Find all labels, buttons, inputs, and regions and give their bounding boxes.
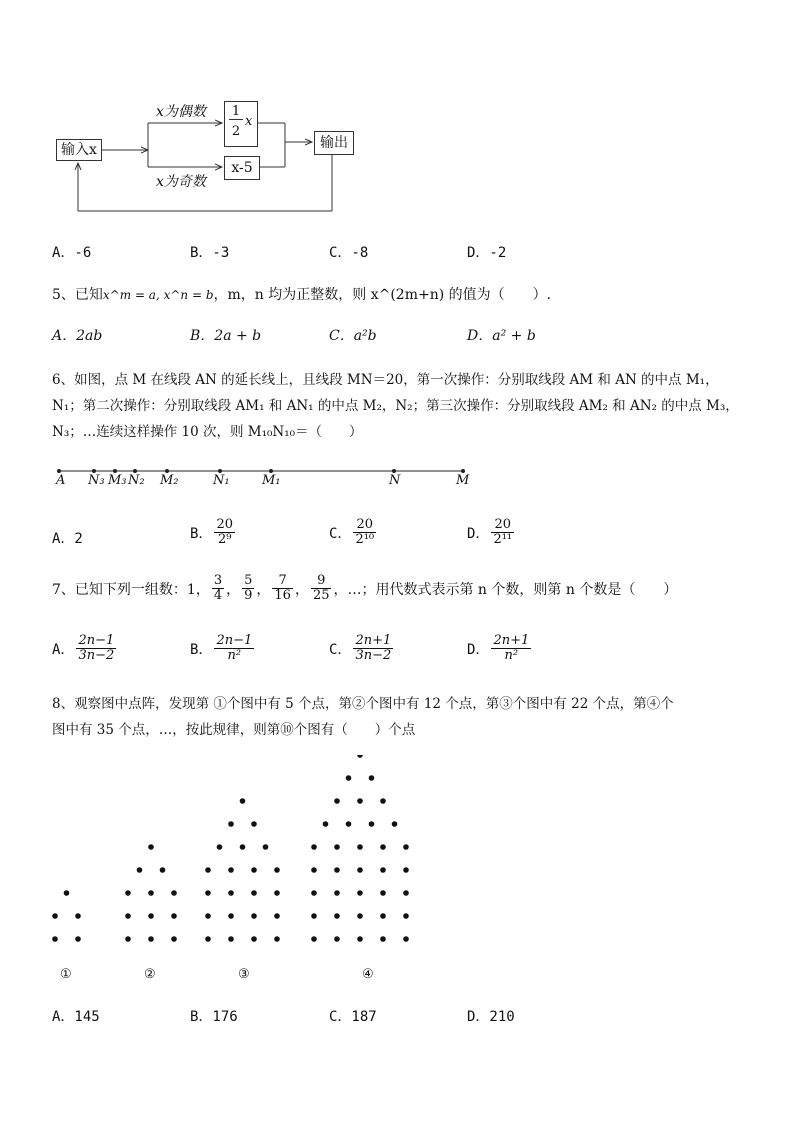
dot-fig1 bbox=[75, 913, 81, 919]
dot-fig4 bbox=[403, 936, 409, 942]
dot-fig3 bbox=[251, 867, 257, 873]
half-denominator: 2 bbox=[231, 124, 241, 139]
q5-condition: x^m = a, x^n = b bbox=[102, 288, 214, 302]
dot-fig2 bbox=[125, 936, 131, 942]
dot-fig3 bbox=[251, 821, 257, 827]
point-label-m3: M₃ bbox=[108, 473, 127, 488]
dot-fig4 bbox=[334, 798, 340, 804]
dot-fig4 bbox=[311, 844, 317, 850]
even-label: x为偶数 bbox=[156, 104, 206, 120]
dot-fig3 bbox=[240, 844, 246, 850]
dot-fig4 bbox=[380, 890, 386, 896]
dot-fig4 bbox=[357, 890, 363, 896]
q8-option-c[interactable]: C．187 bbox=[329, 1009, 377, 1025]
dot-array-label-1: ① bbox=[60, 967, 72, 982]
dot-fig4 bbox=[380, 798, 386, 804]
half-numerator: 1 bbox=[229, 104, 243, 120]
q7-option-a[interactable]: A． $\frac{2n-1}{3n-2}$ bbox=[52, 633, 115, 664]
dot-fig4 bbox=[357, 867, 363, 873]
dot-fig2 bbox=[148, 890, 154, 896]
dot-fig4 bbox=[357, 798, 363, 804]
q8-option-b[interactable]: B．176 bbox=[190, 1009, 238, 1025]
point-label-n: N bbox=[389, 473, 401, 488]
dot-fig1 bbox=[52, 936, 58, 942]
dot-fig3 bbox=[228, 821, 234, 827]
dot-fig3 bbox=[228, 890, 234, 896]
dot-fig4 bbox=[334, 867, 340, 873]
q7-seq-fraction-3: $\frac{7}{16}$ bbox=[274, 573, 291, 604]
q5-option-a[interactable]: A．2ab bbox=[52, 328, 103, 344]
dot-fig1 bbox=[64, 890, 70, 896]
q8-option-a[interactable]: A．145 bbox=[52, 1009, 100, 1025]
dot-fig4 bbox=[334, 936, 340, 942]
dot-fig3 bbox=[228, 867, 234, 873]
q7-seq-fraction-1: $\frac{3}{4}$ bbox=[213, 573, 223, 604]
dot-fig4 bbox=[311, 936, 317, 942]
q5-option-b[interactable]: B．2a + b bbox=[190, 328, 262, 344]
q6-option-d[interactable]: D． $\frac{20}{\text{2¹¹}}$ bbox=[467, 517, 513, 548]
half-box bbox=[224, 101, 258, 147]
q5-stem: 5、已知x^m = a, x^n = b，m，n 均为正整数，则 x^(2m+n) 的值为（ ）. bbox=[52, 287, 552, 303]
dot-fig2 bbox=[148, 913, 154, 919]
dot-fig2 bbox=[171, 890, 177, 896]
dot-fig4 bbox=[369, 775, 375, 781]
dot-fig4 bbox=[346, 775, 352, 781]
dot-fig2 bbox=[125, 890, 131, 896]
dot-fig4 bbox=[403, 913, 409, 919]
dot-fig3 bbox=[228, 936, 234, 942]
q7-seq-fraction-2: $\frac{5}{9}$ bbox=[244, 573, 253, 604]
q7-stem: 7、已知下列一组数：1， $\frac{3}{4}$ ， $\frac{5}{9}$ ， $\frac{7}{16}$ ， $\frac{9}{25}$ ，…；用代数式表示第 n 个数，则第 n 个数是（ ） bbox=[52, 573, 678, 604]
odd-label: x为奇数 bbox=[156, 174, 206, 190]
q5-option-d[interactable]: D．a² + b bbox=[467, 328, 536, 344]
dot-fig3 bbox=[228, 913, 234, 919]
q6-stem-line-3: N₃；…连续这样操作 10 次，则 M₁₀N₁₀＝（ ） bbox=[52, 424, 363, 440]
dot-fig3 bbox=[263, 844, 269, 850]
dot-arrays bbox=[40, 755, 480, 955]
q8-stem-line-2: 图中有 35 个点，…，按此规律，则第⑩个图有（ ）个点 bbox=[52, 722, 416, 738]
q6-option-b[interactable]: B． $\frac{20}{\text{2⁹}}$ bbox=[190, 517, 233, 548]
dot-fig4 bbox=[346, 821, 352, 827]
dot-fig2 bbox=[148, 936, 154, 942]
point-label-m2: M₂ bbox=[160, 473, 179, 488]
dot-fig2 bbox=[125, 913, 131, 919]
dot-fig4 bbox=[403, 844, 409, 850]
dot-array-label-2: ② bbox=[144, 967, 156, 982]
dot-fig4 bbox=[403, 890, 409, 896]
dot-fig4 bbox=[311, 890, 317, 896]
dot-fig2 bbox=[171, 936, 177, 942]
dot-fig4 bbox=[392, 821, 398, 827]
dot-fig3 bbox=[205, 936, 211, 942]
dot-fig4 bbox=[380, 867, 386, 873]
dot-fig4 bbox=[311, 913, 317, 919]
dot-fig3 bbox=[240, 798, 246, 804]
dot-fig3 bbox=[205, 867, 211, 873]
input-box: 输入x bbox=[56, 139, 102, 161]
dot-fig1 bbox=[52, 913, 58, 919]
dot-array-label-4: ④ bbox=[362, 967, 374, 982]
dot-fig4 bbox=[357, 936, 363, 942]
point-label-m1: M₁ bbox=[262, 473, 281, 488]
dot-fig4 bbox=[380, 936, 386, 942]
dot-fig4 bbox=[323, 821, 329, 827]
dot-fig3 bbox=[217, 844, 223, 850]
q4-option-b[interactable]: B．-3 bbox=[190, 245, 230, 261]
q7-option-c[interactable]: C． $\frac{2n+1}{3n-2}$ bbox=[329, 633, 392, 664]
flowchart bbox=[50, 95, 370, 220]
dot-fig1 bbox=[75, 936, 81, 942]
q6-stem-line-1: 6、如图，点 M 在线段 AN 的延长线上，且线段 MN＝20，第一次操作：分别取线段 AM 和 AN 的中点 M₁， bbox=[52, 372, 719, 388]
output-box: 输出 bbox=[314, 131, 354, 155]
point-label-n2: N₂ bbox=[128, 473, 145, 488]
dot-fig3 bbox=[251, 936, 257, 942]
dot-fig4 bbox=[334, 913, 340, 919]
point-label-n1: N₁ bbox=[213, 473, 230, 488]
dot-fig2 bbox=[148, 844, 154, 850]
half-variable: x bbox=[245, 114, 253, 129]
q6-option-c[interactable]: C． $\frac{20}{\text{2¹⁰}}$ bbox=[329, 517, 375, 548]
dot-fig4 bbox=[334, 844, 340, 850]
dot-fig4 bbox=[357, 755, 363, 758]
q4-option-a[interactable]: A．-6 bbox=[52, 245, 92, 261]
dot-fig3 bbox=[251, 890, 257, 896]
q6-option-b-fraction: $\frac{20}{\text{2⁹}}$ bbox=[216, 517, 233, 548]
q6-option-c-fraction: $\frac{20}{\text{2¹⁰}}$ bbox=[355, 517, 375, 548]
dot-fig4 bbox=[403, 867, 409, 873]
minus5-box: x-5 bbox=[224, 156, 260, 180]
dot-fig4 bbox=[380, 913, 386, 919]
q6-stem-line-2: N₁；第二次操作：分别取线段 AM₁ 和 AN₁ 的中点 M₂，N₂；第三次操作：分别取线段 AM₂ 和 AN₂ 的中点 M₃， bbox=[52, 398, 739, 414]
dot-fig3 bbox=[274, 867, 280, 873]
dot-fig2 bbox=[137, 867, 143, 873]
q8-stem-line-1: 8、观察图中点阵，发现第 ①个图中有 5 个点，第②个图中有 12 个点，第③个图中有 22 个点，第④个 bbox=[52, 696, 674, 712]
dot-fig4 bbox=[357, 844, 363, 850]
dot-fig3 bbox=[205, 913, 211, 919]
dot-fig4 bbox=[369, 821, 375, 827]
point-label-m: M bbox=[456, 473, 470, 488]
dot-fig3 bbox=[274, 890, 280, 896]
dot-fig3 bbox=[251, 913, 257, 919]
segment-figure bbox=[52, 462, 472, 494]
q7-option-d[interactable]: D． $\frac{2n+1}{\text{n²}}$ bbox=[467, 633, 530, 664]
q6-option-d-fraction: $\frac{20}{\text{2¹¹}}$ bbox=[493, 517, 513, 548]
q7-seq-fraction-4: $\frac{9}{25}$ bbox=[312, 573, 330, 604]
q5-option-c[interactable]: C．a²b bbox=[329, 328, 377, 344]
point-label-a: A bbox=[56, 473, 66, 488]
dot-fig4 bbox=[311, 867, 317, 873]
dot-fig2 bbox=[171, 913, 177, 919]
dot-fig3 bbox=[274, 913, 280, 919]
dot-array-label-3: ③ bbox=[238, 967, 250, 982]
dot-fig4 bbox=[334, 890, 340, 896]
point-label-n3: N₃ bbox=[88, 473, 105, 488]
q4-option-d[interactable]: D．-2 bbox=[467, 245, 507, 261]
dot-fig3 bbox=[205, 890, 211, 896]
dot-fig4 bbox=[357, 913, 363, 919]
dot-fig3 bbox=[274, 936, 280, 942]
dot-fig4 bbox=[380, 844, 386, 850]
q7-option-b[interactable]: B． $\frac{2n-1}{\text{n²}}$ bbox=[190, 633, 253, 664]
dot-fig2 bbox=[160, 867, 166, 873]
q8-option-d[interactable]: D．210 bbox=[467, 1009, 515, 1025]
q4-option-c[interactable]: C．-8 bbox=[329, 245, 369, 261]
q6-option-a[interactable]: A．2 bbox=[52, 531, 83, 547]
